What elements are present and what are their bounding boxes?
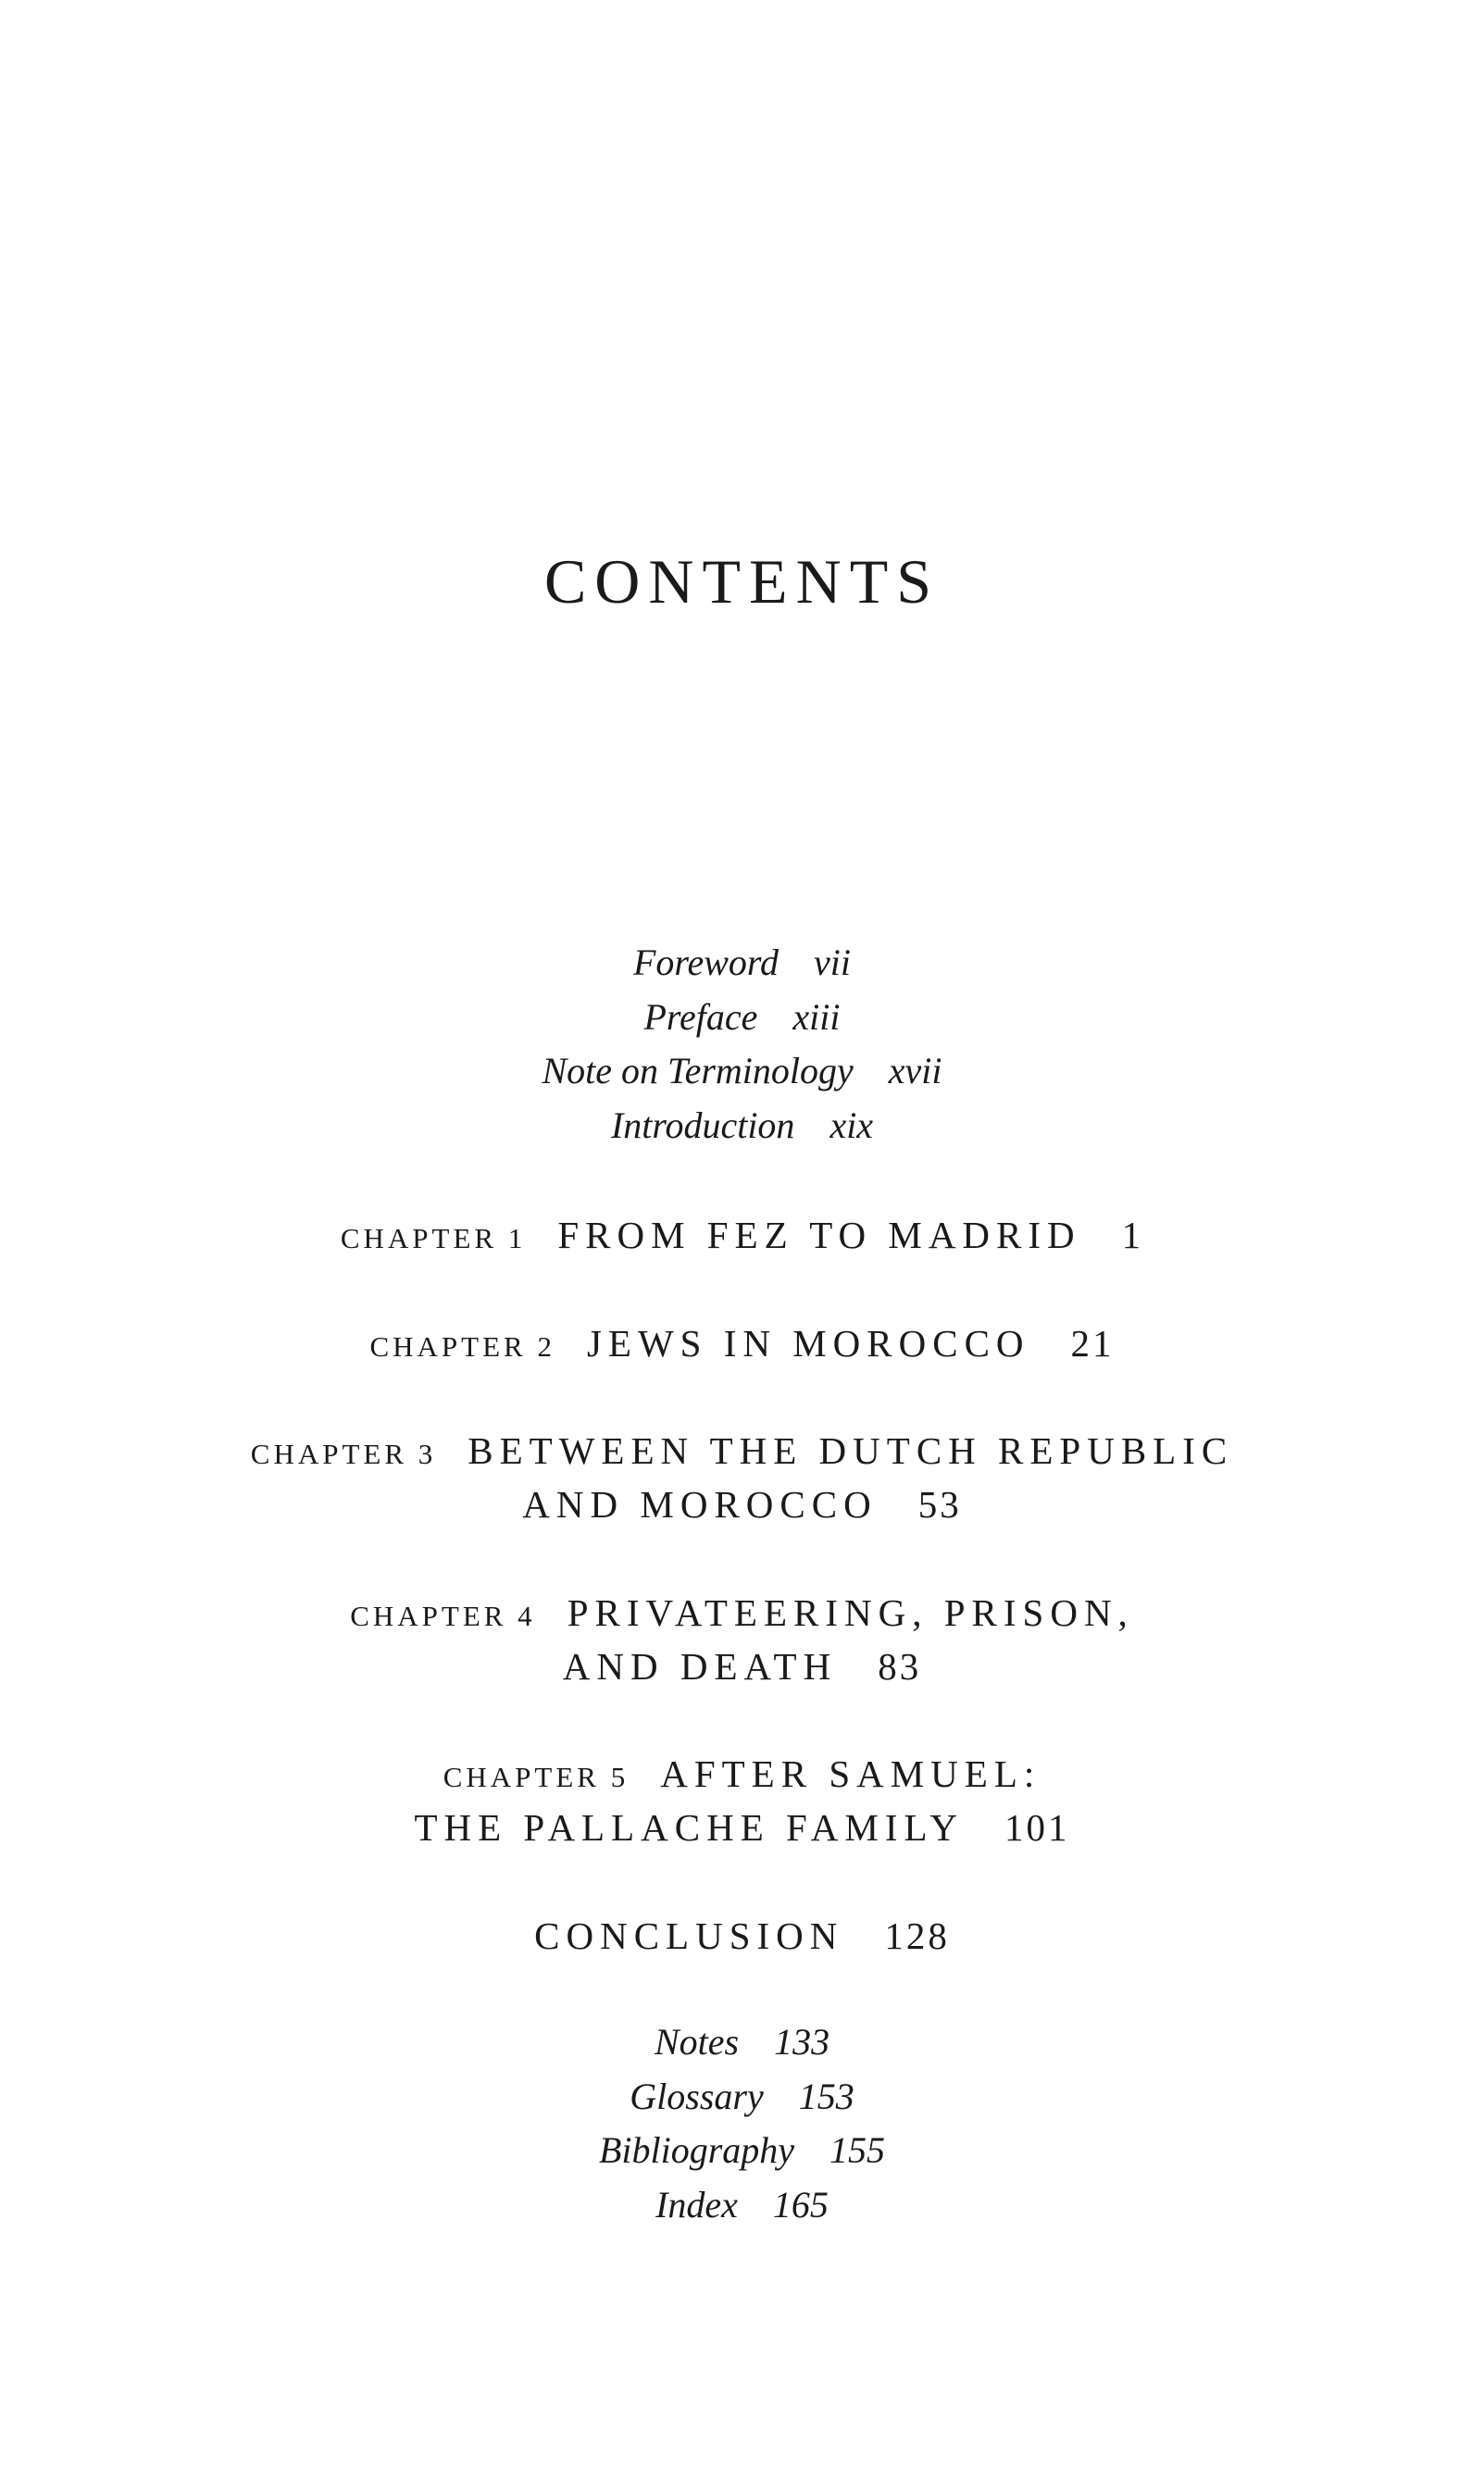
chapter-label: CHAPTER 3 [250,1438,437,1470]
entry-label: Notes [654,2021,740,2063]
toc-entry-notes[interactable] [0,2015,1484,2070]
chapter-label: CHAPTER 5 [443,1761,630,1793]
entry-page: 155 [829,2129,886,2171]
chapter-page: 21 [1070,1322,1115,1365]
entry-label: Index [655,2183,738,2226]
entry-page: 153 [798,2075,854,2117]
toc-chapter-1[interactable] [0,1208,1484,1262]
chapter-page: 1 [1121,1214,1144,1256]
conclusion-page: 128 [884,1914,950,1957]
chapter-page: 101 [1004,1806,1070,1849]
toc-entry-note-on-terminology[interactable] [0,1044,1484,1099]
toc-entry-foreword[interactable] [0,936,1484,991]
toc-chapter-4[interactable] [0,1586,1484,1693]
entry-page: xvii [888,1050,942,1091]
chapter-label: CHAPTER 1 [340,1222,527,1254]
toc-chapter-5[interactable] [0,1747,1484,1854]
entry-page: xix [829,1104,874,1146]
entry-label: Note on Terminology [542,1050,854,1091]
toc-entry-glossary[interactable] [0,2070,1484,2125]
entry-label: Preface [643,995,758,1038]
chapter-label: CHAPTER 4 [350,1600,536,1632]
toc-entry-introduction[interactable] [0,1099,1484,1153]
chapter-title-line-1: PRIVATEERING, PRISON, [567,1591,1134,1634]
conclusion-title: CONCLUSION [534,1914,844,1957]
entry-page: xiii [792,995,841,1038]
toc-chapter-3[interactable] [0,1424,1484,1531]
toc-entry-preface[interactable] [0,991,1484,1045]
chapter-title-line-1: BETWEEN THE DUTCH REPUBLIC [468,1429,1234,1472]
chapter-title: FROM FEZ TO MADRID [557,1214,1081,1256]
toc-chapter-2[interactable] [0,1316,1484,1370]
back-matter-list [0,2015,1484,2232]
chapter-page: 83 [878,1645,922,1688]
toc-conclusion[interactable] [0,1909,1484,1963]
entry-label: Bibliography [598,2129,795,2171]
chapter-title: JEWS IN MOROCCO [586,1322,1030,1365]
entry-label: Introduction [610,1104,795,1146]
page-title: CONTENTS [543,546,941,617]
chapter-page: 53 [917,1483,962,1526]
toc-entry-index[interactable] [0,2178,1484,2233]
entry-page: 165 [772,2183,829,2226]
front-matter-list [0,936,1484,1153]
entry-label: Glossary [630,2075,764,2117]
chapter-title-line-2: AND DEATH [562,1645,838,1688]
entry-page: 133 [774,2021,830,2063]
chapter-title-line-1: AFTER SAMUEL: [660,1752,1041,1795]
chapter-title-line-2: THE PALLACHE FAMILY [414,1806,965,1849]
entry-label: Foreword [632,941,779,983]
toc-entry-bibliography[interactable] [0,2124,1484,2178]
entry-page: vii [814,941,851,983]
chapter-title-line-2: AND MOROCCO [522,1483,878,1526]
chapter-label: CHAPTER 2 [369,1330,555,1363]
